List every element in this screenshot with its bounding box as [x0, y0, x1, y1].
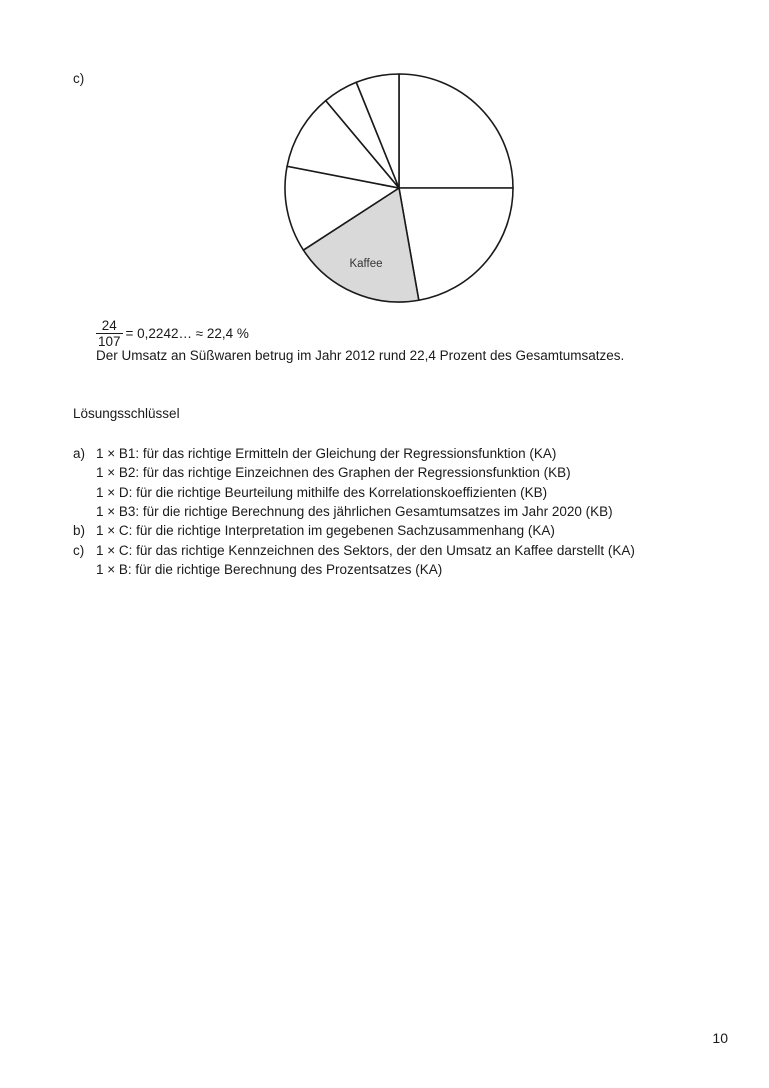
part-label: c)	[73, 71, 85, 86]
key-criterion-line: 1 × D: für die richtige Beurteilung mithilfe des Korrelationskoeffizienten (KB)	[96, 484, 548, 500]
key-part-letter: b)	[73, 523, 86, 539]
pie-label-kaffee: Kaffee	[349, 258, 383, 270]
pie-chart	[276, 68, 526, 318]
solution-key-heading: Lösungsschlüssel	[73, 406, 180, 421]
key-criterion-line: 1 × C: für das richtige Kennzeichnen des Sektors, der den Umsatz an Kaffee darstellt (KA)	[96, 542, 635, 558]
key-criterion-line: 1 × C: für die richtige Interpretation im gegebenen Sachzusammenhang (KA)	[96, 523, 555, 539]
fraction	[96, 318, 123, 349]
key-criterion-line: 1 × B2: für das richtige Einzeichnen des Graphen der Regressionsfunktion (KB)	[96, 465, 571, 481]
key-criterion-line: 1 × B3: für die richtige Berechnung des jährlichen Gesamtumsatzes im Jahr 2020 (KB)	[96, 503, 613, 519]
key-criterion-line: 1 × B1: für das richtige Ermitteln der Gleichung der Regressionsfunktion (KA)	[96, 446, 557, 461]
page-number: 10	[712, 1030, 728, 1046]
key-part-letter: c)	[73, 542, 85, 558]
calculation-result: = 0,2242… ≈ 22,4 %	[125, 326, 249, 341]
key-criterion-line: 1 × B: für die richtige Berechnung des Prozentsatzes (KA)	[96, 561, 443, 577]
result-sentence: Der Umsatz an Süßwaren betrug im Jahr 2012 rund 22,4 Prozent des Gesamtumsatzes.	[96, 348, 625, 363]
fraction-numerator: 24	[101, 318, 117, 333]
pie-slice	[399, 74, 513, 188]
percentage-calculation	[96, 318, 249, 349]
key-part-letter: a)	[73, 446, 86, 461]
fraction-denominator: 107	[98, 334, 121, 349]
